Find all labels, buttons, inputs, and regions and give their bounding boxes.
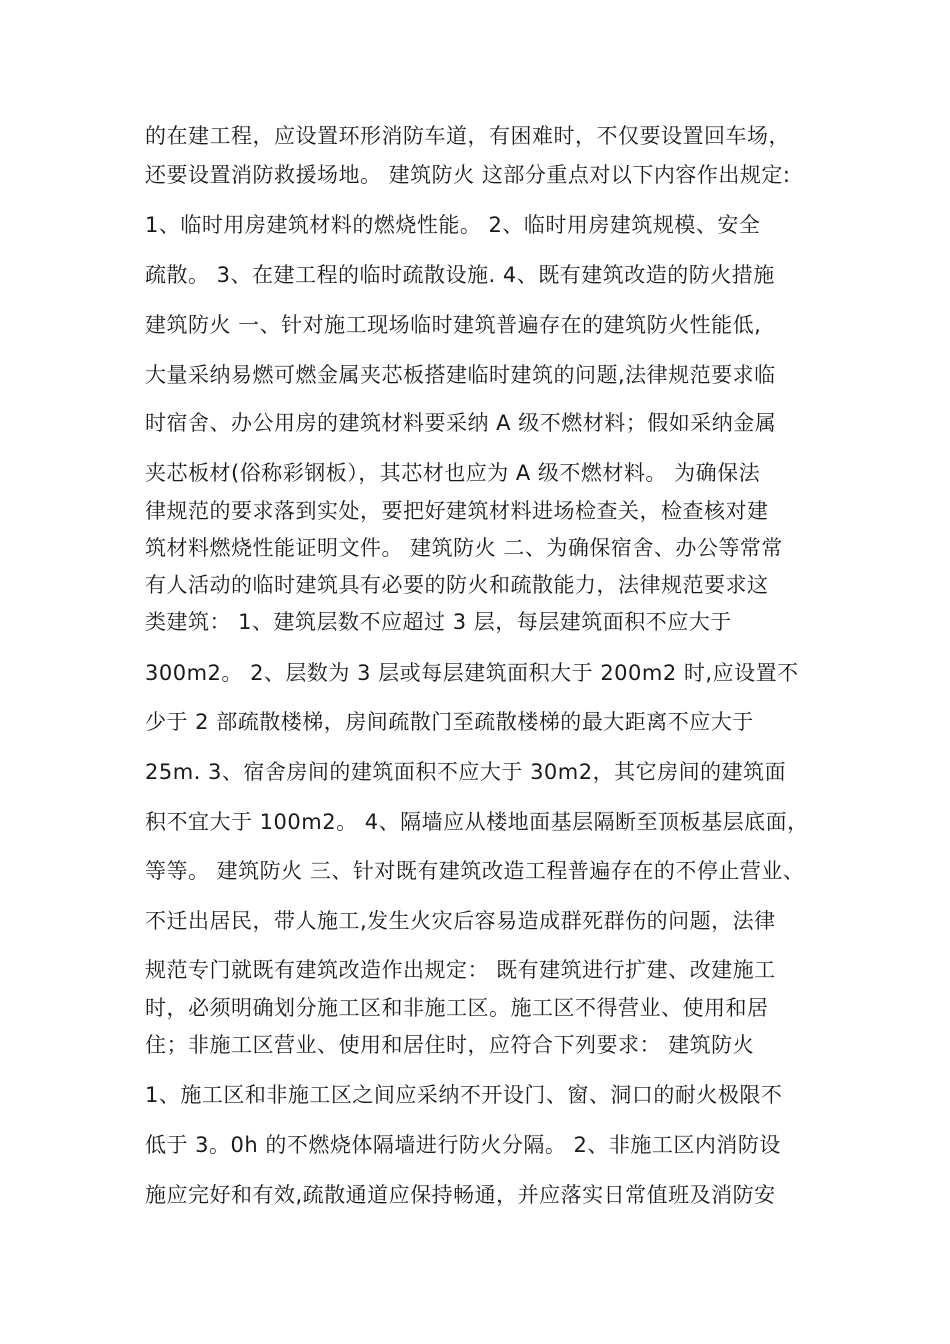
text-line: 等等。 建筑防火 三、针对既有建筑改造工程普遍存在的不停止营业、 [145, 859, 805, 883]
text-line: 还要设置消防救援场地。 建筑防火 这部分重点对以下内容作出规定: [145, 163, 791, 187]
text-line: 1、临时用房建筑材料的燃烧性能。 2、临时用房建筑规模、安全 [145, 213, 761, 237]
text-line: 有人活动的临时建筑具有必要的防火和疏散能力，法律规范要求这 [145, 573, 769, 597]
text-line: 夹芯板材(俗称彩钢板），其芯材也应为 A 级不燃材料。 为确保法 [145, 461, 761, 485]
text-line: 规范专门就既有建筑改造作出规定： 既有建筑进行扩建、改建施工 [145, 958, 776, 982]
text-line: 不迁出居民，带人施工,发生火灾后容易造成群死群伤的问题，法律 [145, 909, 776, 933]
text-line: 筑材料燃烧性能证明文件。 建筑防火 二、为确保宿舍、办公等常常 [145, 536, 783, 560]
text-line: 施应完好和有效,疏散通道应保持畅通，并应落实日常值班及消防安 [145, 1183, 776, 1207]
text-line: 时宿舍、办公用房的建筑材料要采纳 A 级不燃材料；假如采纳金属 [145, 411, 777, 435]
text-line: 25m. 3、宿舍房间的建筑面积不应大于 30m2，其它房间的建筑面 [145, 760, 787, 784]
text-line: 300m2。 2、层数为 3 层或每层建筑面积大于 200m2 时,应设置不 [145, 661, 799, 685]
text-line: 低于 3。0h 的不燃烧体隔墙进行防火分隔。 2、非施工区内消防设 [145, 1133, 781, 1157]
text-line: 1、施工区和非施工区之间应采纳不开设门、窗、洞口的耐火极限不 [145, 1083, 783, 1107]
text-line: 少于 2 部疏散楼梯，房间疏散门至疏散楼梯的最大距离不应大于 [145, 710, 754, 734]
text-line: 类建筑： 1、建筑层数不应超过 3 层，每层建筑面积不应大于 [145, 610, 732, 634]
text-line: 时，必须明确划分施工区和非施工区。施工区不得营业、使用和居 [145, 996, 769, 1020]
text-line: 住；非施工区营业、使用和居住时，应符合下列要求： 建筑防火 [145, 1033, 755, 1057]
text-line: 疏散。 3、在建工程的临时疏散设施. 4、既有建筑改造的防火措施 [145, 263, 775, 287]
text-line: 律规范的要求落到实处，要把好建筑材料进场检查关，检查核对建 [145, 499, 769, 523]
text-line: 的在建工程，应设置环形消防车道，有困难时，不仅要设置回车场， [145, 124, 790, 148]
text-line: 积不宜大于 100m2。 4、隔墙应从楼地面基层隔断至顶板基层底面， [145, 810, 809, 834]
text-line: 建筑防火 一、针对施工现场临时建筑普遍存在的建筑防火性能低, [145, 313, 762, 337]
text-line: 大量采纳易燃可燃金属夹芯板搭建临时建筑的问题,法律规范要求临 [145, 363, 776, 387]
